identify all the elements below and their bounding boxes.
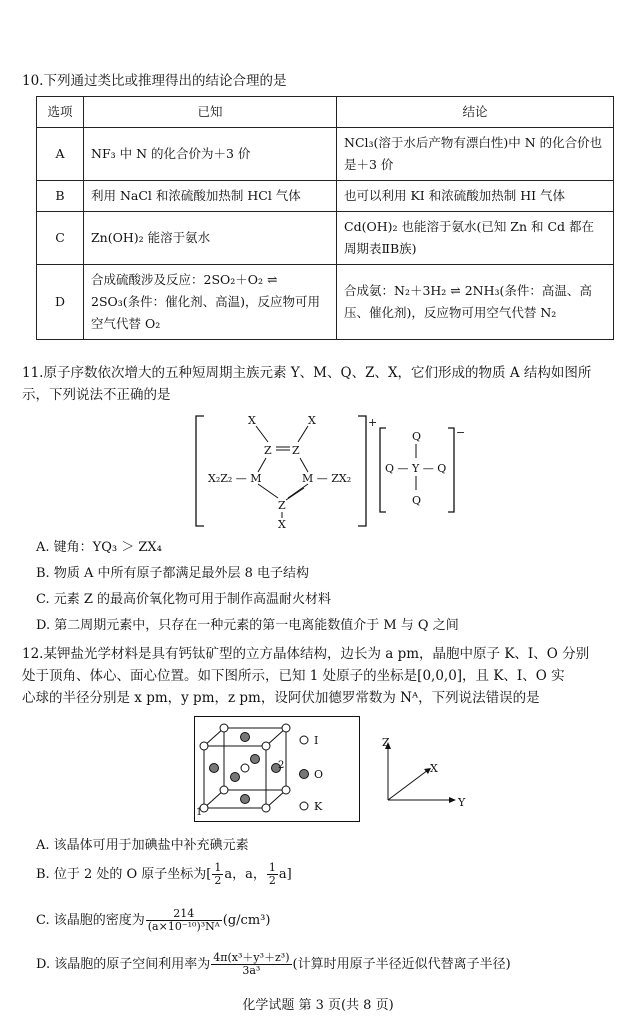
frac-num: 1 bbox=[268, 861, 276, 874]
x2z2-m: X₂Z₂ — M bbox=[208, 472, 262, 485]
choice-b-suffix: a] bbox=[278, 867, 292, 882]
frac-num: 214 bbox=[146, 908, 222, 921]
fraction bbox=[212, 862, 223, 887]
option-cell: A bbox=[37, 128, 84, 181]
x-bottom: X bbox=[278, 518, 286, 531]
z-right: Z bbox=[292, 444, 300, 457]
choice-d-suffix: (计算时用原子半径近似代替离子半径) bbox=[292, 957, 511, 972]
axes-diagram bbox=[378, 736, 474, 816]
table-row bbox=[37, 181, 614, 212]
point-label-2: 2 bbox=[278, 760, 285, 771]
q11-stem bbox=[22, 362, 614, 406]
m-zx2: M — ZX₂ bbox=[302, 472, 352, 485]
q-bottom: Q bbox=[412, 494, 422, 507]
frac-den: (a×10⁻¹⁰)³Nᴬ bbox=[147, 920, 220, 933]
known-cell: 利用 NaCl 和浓硫酸加热制 HCl 气体 bbox=[84, 181, 337, 212]
axis-z-label: Z bbox=[382, 736, 390, 749]
fraction bbox=[267, 862, 278, 887]
choice-c-unit: (g/cm³) bbox=[222, 913, 271, 928]
point-label-1: 1 bbox=[196, 807, 203, 818]
header-conclusion: 结论 bbox=[337, 97, 614, 128]
known-cell: NF₃ 中 N 的化合价为＋3 价 bbox=[84, 128, 337, 181]
known-cell: Zn(OH)₂ 能溶于氨水 bbox=[84, 212, 337, 265]
q11-choice-b: B. 物质 A 中所有原子都满足最外层 8 电子结构 bbox=[36, 566, 310, 581]
charge-minus: − bbox=[456, 426, 466, 439]
frac-den: 2 bbox=[214, 874, 222, 887]
legend-i-icon bbox=[300, 736, 308, 744]
conclusion-cell: 也可以利用 KI 和浓硫酸加热制 HI 气体 bbox=[337, 181, 614, 212]
legend-k-icon bbox=[300, 802, 308, 810]
table-row bbox=[37, 212, 614, 265]
fraction bbox=[211, 952, 291, 977]
q12-stem-line1: 12.某钾盐光学材料是具有钙钛矿型的立方晶体结构，边长为 a pm，晶胞中原子 K、I、O 分别 bbox=[22, 646, 590, 662]
q11-stem-line1: 11.原子序数依次增大的五种短周期主族元素 Y、M、Q、Z、X，它们形成的物质 A 结构如图所 bbox=[22, 365, 592, 381]
q-top: Q bbox=[412, 430, 422, 443]
unit-cell-diagram bbox=[194, 716, 360, 822]
frac-num: 4π(x³＋y³＋z³) bbox=[213, 951, 290, 964]
q11-choice-c: C. 元素 Z 的最高价氧化物可用于制作高温耐火材料 bbox=[36, 592, 332, 607]
z-left: Z bbox=[264, 444, 272, 457]
table-header-row bbox=[37, 97, 614, 128]
choice-d-prefix: D. 该晶胞的原子空间利用率为 bbox=[36, 957, 211, 972]
legend-o: O bbox=[314, 768, 324, 781]
choice-c-prefix: C. 该晶胞的密度为 bbox=[36, 913, 145, 928]
q11-choice-d: D. 第二周期元素中，只存在一种元素的第一电离能数值介于 M 与 Q 之间 bbox=[36, 618, 459, 633]
q12-stem bbox=[22, 643, 614, 709]
q12-choice-d bbox=[36, 952, 511, 977]
option-cell: D bbox=[37, 265, 84, 340]
q12-stem-line2: 处于顶角、体心、面心位置。如下图所示，已知 1 处原子的坐标是[0,0,0]，且 K、I、O 实 bbox=[22, 668, 565, 684]
legend-i: I bbox=[314, 734, 319, 747]
axis-y-label: Y bbox=[458, 796, 466, 809]
option-cell: B bbox=[37, 181, 84, 212]
q11-choice-a: A. 键角：YQ₃ ＞ ZX₄ bbox=[36, 540, 162, 555]
frac-den: 3a³ bbox=[242, 964, 261, 977]
q12-choice-a: A. 该晶体可用于加碘盐中补充碘元素 bbox=[36, 838, 249, 853]
q11-structure-diagram bbox=[190, 412, 480, 532]
frac-num: 1 bbox=[214, 861, 222, 874]
q10-table bbox=[36, 96, 614, 340]
x-top-left: X bbox=[248, 414, 256, 427]
table-row bbox=[37, 265, 614, 340]
legend-k: K bbox=[314, 800, 323, 813]
header-known: 已知 bbox=[84, 97, 337, 128]
known-cell: 合成硫酸涉及反应：2SO₂＋O₂ ⇌ 2SO₃(条件：催化剂、高温)，反应物可用空气代替 O₂ bbox=[84, 265, 337, 340]
option-cell: C bbox=[37, 212, 84, 265]
z-bottom: Z bbox=[278, 499, 286, 512]
q10-stem: 10.下列通过类比或推理得出的结论合理的是 bbox=[22, 73, 287, 89]
conclusion-cell: Cd(OH)₂ 也能溶于氨水(已知 Zn 和 Cd 都在周期表ⅡB族) bbox=[337, 212, 614, 265]
choice-b-mid: a，a， bbox=[224, 867, 266, 882]
table-row bbox=[37, 128, 614, 181]
q12-stem-line3: 心球的半径分别是 x pm，y pm，z pm，设阿伏加德罗常数为 Nᴬ，下列说法错误的是 bbox=[22, 690, 540, 706]
charge-plus: + bbox=[368, 416, 378, 429]
q11-stem-line2: 示，下列说法不正确的是 bbox=[22, 387, 171, 403]
page-footer: 化学试题 第 3 页(共 8 页) bbox=[242, 998, 394, 1013]
fraction bbox=[146, 908, 222, 933]
frac-den: 2 bbox=[268, 874, 276, 887]
q12-choice-c bbox=[36, 908, 270, 933]
conclusion-cell: 合成氨：N₂＋3H₂ ⇌ 2NH₃(条件：高温、高压、催化剂)，反应物可用空气代替 N₂ bbox=[337, 265, 614, 340]
choice-b-prefix: B. 位于 2 处的 O 原子坐标为[ bbox=[36, 867, 212, 882]
q-y-q: Q — Y — Q bbox=[385, 462, 447, 475]
q12-choice-b bbox=[36, 862, 292, 887]
axis-x-label: X bbox=[430, 762, 438, 775]
conclusion-cell: NCl₃(溶于水后产物有漂白性)中 N 的化合价也是＋3 价 bbox=[337, 128, 614, 181]
header-option: 选项 bbox=[37, 97, 84, 128]
x-top-right: X bbox=[308, 414, 316, 427]
legend-o-icon bbox=[300, 770, 309, 779]
